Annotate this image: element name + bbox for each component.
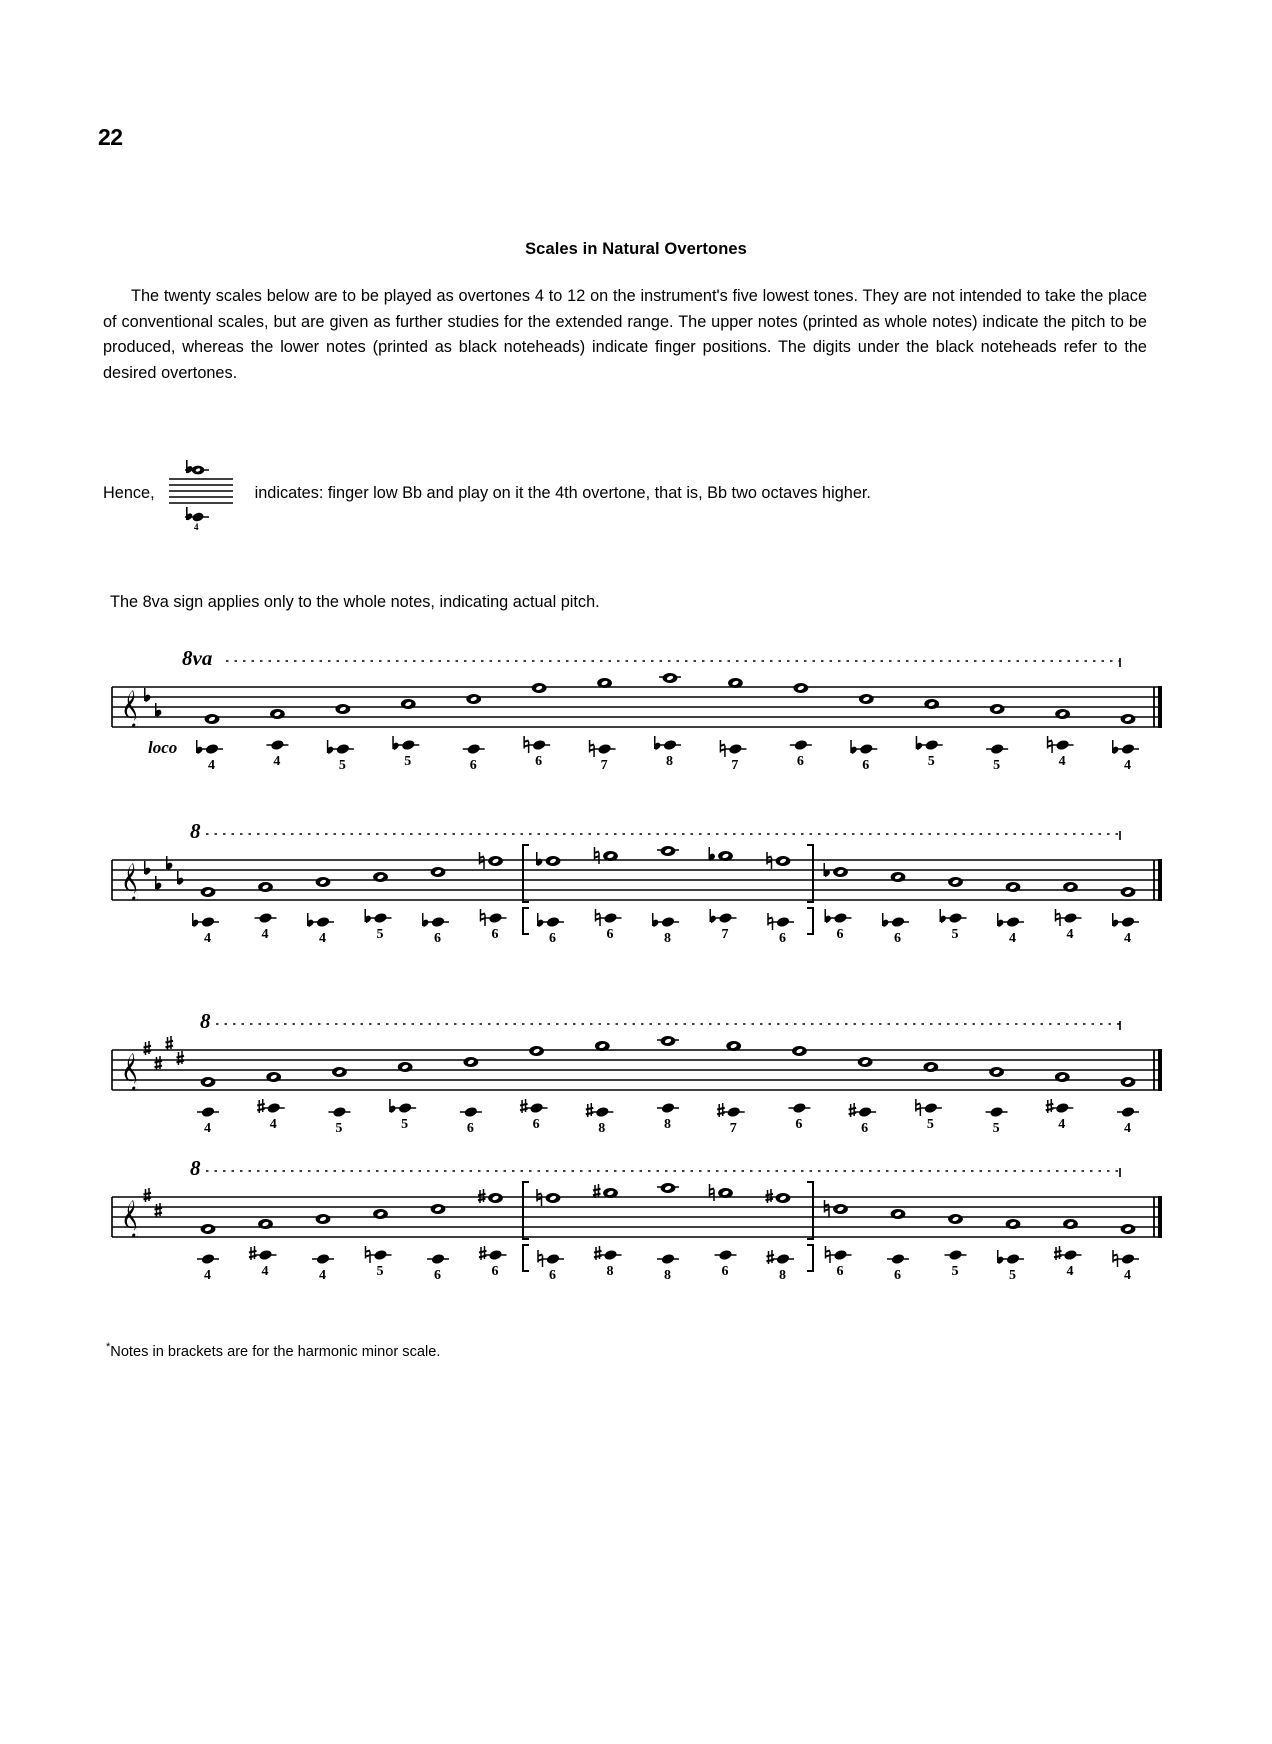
whole-note [1121,1224,1136,1234]
whole-note [766,1189,791,1203]
whole-note [266,1072,281,1082]
finger-position-note [1054,1246,1082,1261]
music-system [0,818,1272,978]
whole-note [335,704,350,714]
whole-note [1006,1219,1021,1229]
whole-note [373,1209,388,1219]
notes-group [196,673,1139,773]
finger-position-note [657,1102,679,1114]
overtone-digit: 6 [894,931,901,946]
overtone-digit: 6 [469,758,477,773]
overtone-digit: 4 [1124,1121,1131,1136]
overtone-digit: 4 [204,931,211,946]
overtone-digit: 8 [664,931,671,946]
black-notehead [191,511,204,522]
overtone-digit: 4 [319,931,326,946]
finger-position-note [1046,1099,1074,1114]
finger-position-note [652,913,679,928]
finger-position-note [850,740,877,755]
finger-position-note [882,913,909,928]
overtone-digit: 6 [721,1264,729,1279]
whole-note [478,1189,503,1203]
footnote [106,1341,440,1360]
finger-position-note [192,913,219,928]
whole-note [205,714,220,724]
whole-note [595,847,618,864]
overtone-digit: 6 [796,754,804,769]
footnote-marker: * [106,1341,111,1353]
overtone-digit: 4 [269,1117,277,1132]
whole-note [431,1204,446,1214]
finger-position-note [997,1250,1024,1265]
octave-sign-label: 8va [182,646,213,670]
whole-note [948,877,963,887]
finger-position-note [537,913,564,928]
whole-note [431,867,446,877]
overtone-digit: 5 [951,1264,959,1279]
finger-position-note [657,1253,679,1265]
finger-position-note [790,739,812,751]
system-3-staff [0,1008,1272,1168]
whole-note [767,852,790,869]
key-signature [144,1036,185,1070]
finger-position-note [586,1103,614,1118]
overtone-digit: 5 [951,927,959,942]
overtone-digit: 4 [193,522,199,531]
whole-note [537,1189,560,1206]
finger-position-note [825,909,852,924]
whole-note [710,1184,733,1201]
finger-position-note [1048,736,1074,753]
finger-position-note [826,1246,852,1263]
finger-position-note [986,1106,1008,1118]
octave-sign [190,819,1120,843]
whole-note [709,847,733,861]
finger-position-note [715,1249,737,1261]
whole-note [463,1057,478,1067]
overtone-digit: 6 [836,927,844,942]
finger-position-note [1112,913,1139,928]
finger-position-note [365,909,392,924]
hence-label: Hence, [103,483,155,502]
overtone-digit: 8 [666,754,673,769]
overtone-digit: 6 [491,1264,499,1279]
overtone-digit: 8 [598,1121,606,1136]
whole-note [398,1062,413,1072]
overtone-digit: 4 [1058,1117,1066,1132]
whole-note [201,1224,216,1234]
whole-note [891,872,906,882]
finger-position-note [266,739,288,751]
finger-position-note [916,736,943,751]
overtone-digit: 8 [779,1268,786,1283]
whole-note [258,882,273,892]
whole-note [270,709,285,719]
whole-note [1121,1077,1136,1087]
notes-group [197,1036,1139,1136]
footnote-text: Notes in brackets are for the harmonic minor scale. [110,1343,441,1360]
music-system [0,1008,1272,1168]
overtone-digit: 6 [894,1268,901,1283]
staff-lines [112,1197,1160,1237]
system-2-staff [0,818,1272,978]
overtone-digit: 6 [549,931,556,946]
whole-note [924,699,939,709]
overtone-digit: 4 [1066,1264,1074,1279]
finger-position-note [788,1102,810,1114]
finger-position-note [463,743,485,755]
overtone-digit: 8 [606,1264,614,1279]
octave-sign [200,1009,1120,1033]
whole-note [1055,1072,1070,1082]
treble-clef-icon [125,690,138,728]
whole-note [201,887,216,897]
overtone-digit: 6 [549,1268,556,1283]
whole-note [726,1041,741,1051]
finger-position-note [257,1099,285,1114]
overtone-digit: 5 [927,754,935,769]
finger-position-note [596,909,622,926]
system-1-staff [0,645,1272,805]
finger-position-note [196,740,223,755]
whole-note [858,1057,873,1067]
finger-position-note [945,1249,967,1261]
loco-label: loco [148,738,178,757]
overtone-digit: 4 [319,1268,326,1283]
finger-position-note [1112,740,1139,755]
finger-position-note [590,740,616,757]
finger-position-note [249,1246,277,1261]
whole-note [990,704,1005,714]
finger-position-note [849,1103,877,1118]
overtone-digit: 6 [606,927,614,942]
whole-note [824,863,848,877]
finger-position-note [460,1106,482,1118]
hence-staff-example [165,455,237,531]
music-system [0,645,1272,805]
system-4-staff [0,1155,1272,1315]
whole-note [948,1214,963,1224]
finger-position-note [197,1106,219,1118]
overtone-digit: 6 [532,1117,540,1132]
whole-note [1063,1219,1078,1229]
octave-sign [182,646,1120,670]
whole-note [1055,709,1070,719]
finger-position-note [986,743,1008,755]
overtone-digit: 4 [261,1264,269,1279]
whole-note [466,694,481,704]
overtone-digit: 4 [1058,754,1066,769]
whole-note [1121,887,1136,897]
finger-position-note [328,1106,350,1118]
overtone-digit: 4 [261,927,269,942]
finger-position-note [392,736,419,751]
overtone-digit: 6 [466,1121,474,1136]
mini-staff-svg [165,455,237,531]
finger-position-note [997,913,1024,928]
finger-position-note [887,1253,909,1265]
overtone-digit: 4 [1066,927,1074,942]
overtone-digit: 4 [208,758,215,773]
whole-note [529,1046,544,1056]
overtone-digit: 5 [993,758,1001,773]
treble-clef-icon [125,1053,138,1091]
page-number: 22 [98,124,123,150]
flat-icon [186,460,193,473]
finger-position-note [389,1099,416,1114]
overtone-digit: 5 [338,758,346,773]
whole-note [201,1077,216,1087]
intro-paragraph: The twenty scales below are to be played as overtones 4 to 12 on the instrument's five lowest tones. They are not intended to take the place of conventional scales, but are given as further studies for the extended range. The upper notes (printed as whole notes) indicate the pitch to be produced, whereas the lower notes (printed as black noteheads) indicate finger positions. The digits under the black noteheads refer to the desired overtones. [103,287,1147,382]
overtone-digit: 7 [600,758,608,773]
staff-lines [112,860,1160,900]
key-signature [144,1188,163,1217]
whole-note [401,699,416,709]
overtone-digit: 5 [1009,1268,1016,1283]
overtone-digit: 7 [731,758,739,773]
octave-sign-label: 8 [190,1156,201,1180]
finger-position-note [767,1250,795,1265]
overtone-digit: 5 [992,1121,1000,1136]
octave-sign-label: 8 [190,819,201,843]
whole-note [659,673,681,683]
finger-position-note [422,913,449,928]
finger-position-note [940,909,967,924]
finger-position-note [717,1103,745,1118]
finger-position-note [710,909,737,924]
whole-note [859,694,874,704]
whole-note [593,1184,618,1198]
finger-position-note [312,1253,334,1265]
finger-position-note [1113,1250,1139,1267]
finger-position-note [366,1246,392,1263]
overtone-digit: 6 [491,927,499,942]
whole-note [1121,714,1136,724]
finger-position-note [538,1250,564,1267]
overtone-digit: 4 [1124,1268,1131,1283]
page-title: Scales in Natural Overtones [525,240,747,258]
whole-note [728,678,743,688]
whole-note [793,683,808,693]
finger-position-note [520,1099,548,1114]
finger-position-note [768,913,794,930]
overtone-digit: 5 [926,1117,934,1132]
overtone-digit: 6 [862,758,870,773]
overtone-digit: 6 [795,1117,803,1132]
overtone-digit: 4 [204,1268,211,1283]
whole-note [532,683,547,693]
finger-position-note [255,912,277,924]
hence-description: indicates: finger low Bb and play on it the 4th overtone, that is, Bb two octaves higher. [254,483,871,502]
overtone-digit: 6 [434,931,441,946]
overtone-digit: 6 [779,931,786,946]
hence-row [103,455,1103,531]
overtone-digit: 5 [404,754,412,769]
finger-position-note [481,909,507,926]
overtone-digit: 5 [376,1264,384,1279]
finger-position-note [594,1246,622,1261]
overtone-digit: 4 [1124,758,1131,773]
whole-note [316,877,331,887]
music-system [0,1155,1272,1315]
whole-note [923,1062,938,1072]
overtone-digit: 5 [401,1117,409,1132]
overtone-digit: 4 [273,754,281,769]
overtone-digit: 6 [861,1121,869,1136]
overtone-digit: 6 [434,1268,441,1283]
finger-position-note [307,913,334,928]
whole-note [1063,882,1078,892]
octave-sign-note: The 8va sign applies only to the whole notes, indicating actual pitch. [110,593,600,611]
overtone-digit: 5 [376,927,384,942]
whole-note [258,1219,273,1229]
octave-sign [190,1156,1120,1180]
overtone-digit: 8 [664,1117,671,1132]
whole-note [891,1209,906,1219]
key-signature [144,688,161,717]
overtone-digit: 5 [335,1121,343,1136]
whole-note [989,1067,1004,1077]
whole-note [825,1200,848,1217]
whole-note [657,1036,679,1046]
finger-position-note [916,1099,942,1116]
overtone-digit: 7 [721,927,729,942]
whole-note [1006,882,1021,892]
whole-note [316,1214,331,1224]
whole-note [792,1046,807,1056]
whole-note [536,852,560,866]
finger-position-note [479,1246,507,1261]
whole-note [480,852,503,869]
finger-position-note [1056,909,1082,926]
overtone-digit: 4 [1124,931,1131,946]
overtone-digit: 6 [535,754,543,769]
octave-sign-label: 8 [200,1009,211,1033]
key-signature [144,856,183,890]
flat-icon-lower [186,507,192,520]
finger-position-note [327,740,354,755]
finger-position-note [197,1253,219,1265]
whole-note [657,1183,679,1193]
overtone-digit: 8 [664,1268,671,1283]
finger-position-note [524,736,550,753]
whole-note [373,872,388,882]
overtone-digit: 6 [836,1264,844,1279]
treble-clef-icon [125,1200,138,1238]
overtone-digit: 7 [729,1121,737,1136]
finger-position-note [1117,1106,1139,1118]
treble-clef-icon [125,863,138,901]
whole-note [597,678,612,688]
whole-note [332,1067,347,1077]
overtone-digit: 4 [204,1121,211,1136]
whole-note [595,1041,610,1051]
finger-position-note [654,736,681,751]
overtone-digit: 4 [1009,931,1016,946]
finger-position-note [427,1253,449,1265]
finger-position-note [720,740,746,757]
whole-note [657,846,679,856]
